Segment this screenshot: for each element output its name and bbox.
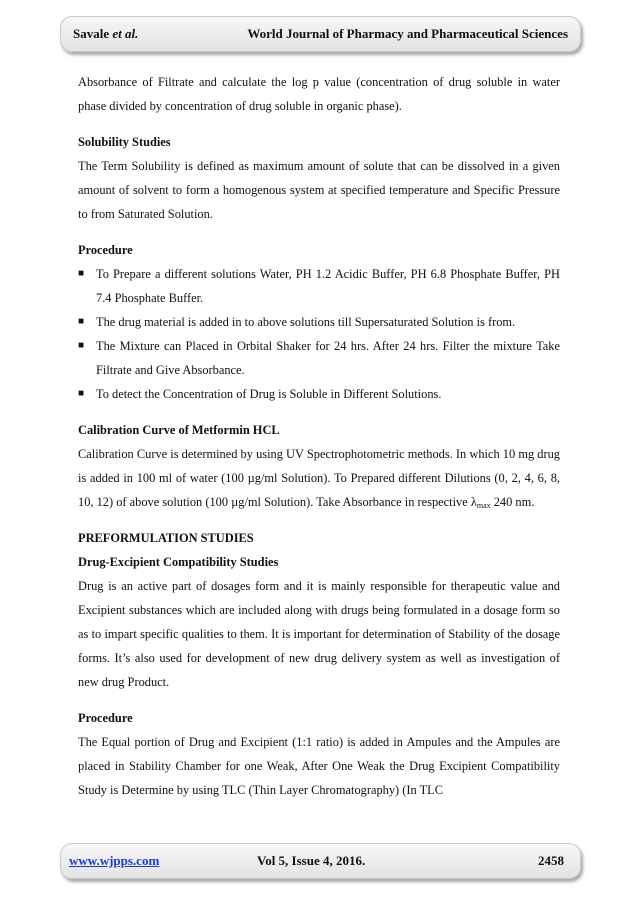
para-solubility: The Term Solubility is defined as maximum amount of solute that can be dissolved in a given amount of solvent to form a homogenous system at specified temperature and Specific Pressure to from Saturated Solution.: [78, 159, 560, 221]
heading-procedure-2: Procedure: [78, 711, 133, 725]
header-journal: World Journal of Pharmacy and Pharmaceutical Sciences: [247, 26, 568, 41]
square-bullet-icon: ■: [78, 316, 85, 327]
header-author: Savale et al.: [73, 26, 139, 41]
square-bullet-icon: ■: [78, 268, 85, 279]
para-intro: Absorbance of Filtrate and calculate the log p value (concentration of drug soluble in water phase divided by concentration of drug soluble in organic phase).: [78, 75, 560, 113]
para-compatibility: Drug is an active part of dosages form and it is mainly responsible for therapeutic value and Excipient substances which are included along with drugs being formulated in a dosage form so as to impart specific qualities to them. It is important for determination of Stability of the dosage forms. It’s also used for development of new drug delivery system as well as investigation of new drug Product.: [78, 579, 560, 689]
heading-procedure-1: Procedure: [78, 243, 133, 257]
heading-compatibility: Drug-Excipient Compatibility Studies: [78, 555, 279, 569]
heading-preformulation: PREFORMULATION STUDIES: [78, 531, 254, 545]
header-author-etal: et al.: [112, 26, 139, 41]
list-item: ■ To detect the Concentration of Drug is Soluble in Different Solutions.: [78, 382, 560, 406]
para-calibration: Calibration Curve is determined by using UV Spectrophotometric methods. In which 10 mg drug is added in 100 ml of water (100 µg/ml Solution). To Prepared different Dilutions (0, 2, 4, 6, 8, 10, 12) of above solution (100 µg/ml Solution). Take Absorbance in respective $\lambda_{max}$ 240 nm.: [78, 447, 560, 510]
page-body: [78, 70, 560, 802]
footer-volume: Vol 5, Issue 4, 2016.: [257, 853, 366, 868]
footer-site-link[interactable]: www.wjpps.com: [69, 853, 160, 868]
square-bullet-icon: ■: [78, 340, 85, 351]
procedure-list: [78, 262, 560, 406]
lambda-max-subscript: max: [476, 501, 491, 510]
footer-page-number: 2458: [538, 853, 564, 868]
heading-calibration: Calibration Curve of Metformin HCL: [78, 423, 280, 437]
page-header: [60, 16, 581, 52]
para-procedure-2: The Equal portion of Drug and Excipient (1:1 ratio) is added in Ampules and the Ampules are placed in Stability Chamber for one Weak, After One Weak the Drug Excipient Compatibility Study is Determine by using TLC (Thin Layer Chromatography) (In TLC: [78, 735, 560, 797]
list-item: ■ The Mixture can Placed in Orbital Shaker for 24 hrs. After 24 hrs. Filter the mixture Take Filtrate and Give Absorbance.: [78, 334, 560, 382]
list-item: ■ The drug material is added in to above solutions till Supersaturated Solution is from.: [78, 310, 560, 334]
square-bullet-icon: ■: [78, 388, 85, 399]
page-footer: [60, 843, 581, 879]
list-item: ■ To Prepare a different solutions Water, PH 1.2 Acidic Buffer, PH 6.8 Phosphate Buffer, PH 7.4 Phosphate Buffer.: [78, 262, 560, 310]
heading-solubility: Solubility Studies: [78, 135, 171, 149]
